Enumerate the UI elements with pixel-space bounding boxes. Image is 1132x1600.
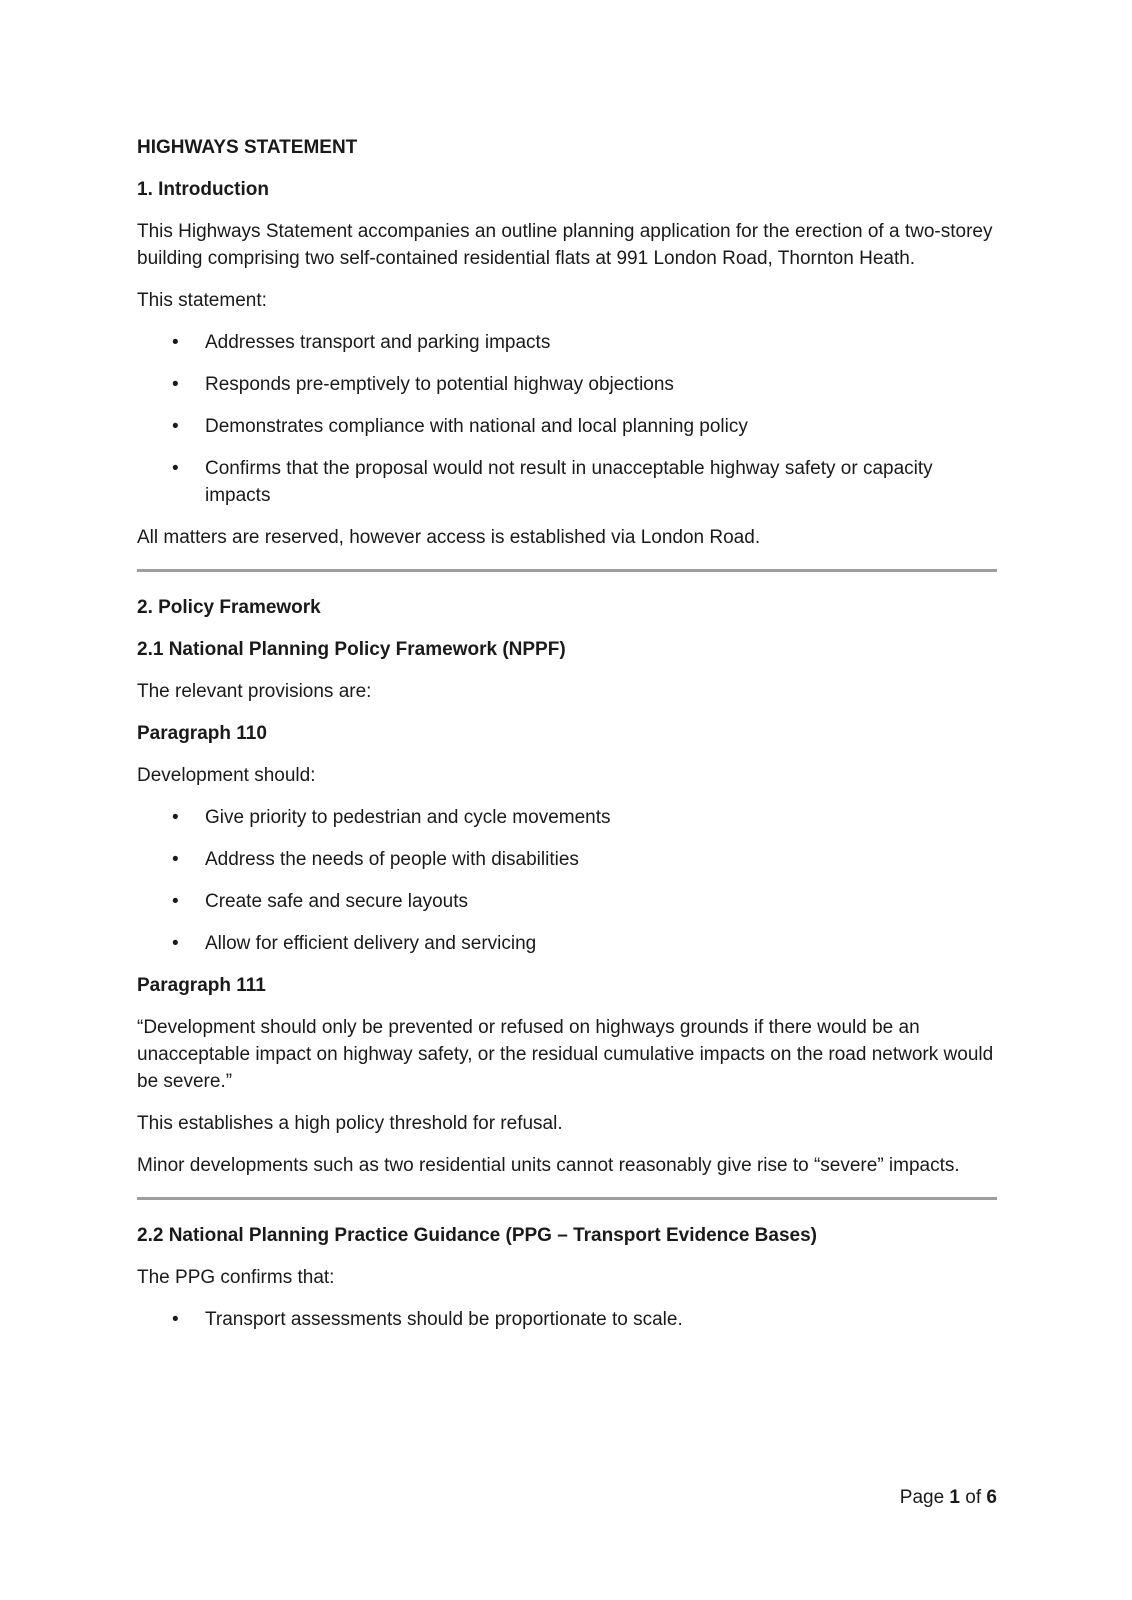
ppg-heading: 2.2 National Planning Practice Guidance (PPG – Transport Evidence Bases) xyxy=(137,1225,818,1246)
section-divider xyxy=(137,1197,997,1200)
list-item: • Confirms that the proposal would not result in unacceptable highway safety or capacity impacts xyxy=(137,455,997,509)
page-total: 6 xyxy=(986,1487,997,1508)
page-footer xyxy=(900,1484,997,1511)
nppf-heading: 2.1 National Planning Policy Framework (NPPF) xyxy=(137,639,566,660)
document-page xyxy=(137,134,997,1348)
relevant-provisions-text: The relevant provisions are: xyxy=(137,681,372,702)
list-item: • Transport assessments should be proportionate to scale. xyxy=(137,1306,997,1333)
statement-bullet-list xyxy=(137,329,997,509)
development-should-text: Development should: xyxy=(137,765,316,786)
paragraph-110-heading: Paragraph 110 xyxy=(137,723,267,744)
page-label: Page xyxy=(899,1487,945,1508)
ppg-intro-text: The PPG confirms that: xyxy=(137,1267,335,1288)
matters-reserved-paragraph: All matters are reserved, however access is established via London Road. xyxy=(137,527,761,548)
list-item: • Demonstrates compliance with national and local planning policy xyxy=(137,413,997,440)
list-item: • Give priority to pedestrian and cycle movements xyxy=(137,804,997,831)
minor-developments-text: Minor developments such as two residential units cannot reasonably give rise to “severe” impacts. xyxy=(137,1155,960,1176)
list-item: • Create safe and secure layouts xyxy=(137,888,997,915)
of-label: of xyxy=(965,1487,982,1508)
list-item: • Addresses transport and parking impacts xyxy=(137,329,997,356)
statement-intro: This statement: xyxy=(137,290,267,311)
list-item: • Allow for efficient delivery and servicing xyxy=(137,930,997,957)
intro-heading: 1. Introduction xyxy=(137,179,269,200)
page-number: 1 xyxy=(949,1487,960,1508)
section-divider xyxy=(137,569,997,572)
policy-heading: 2. Policy Framework xyxy=(137,597,321,618)
paragraph-110-bullet-list xyxy=(137,804,997,957)
list-item: • Address the needs of people with disabilities xyxy=(137,846,997,873)
paragraph-111-heading: Paragraph 111 xyxy=(137,975,266,996)
document-title: HIGHWAYS STATEMENT xyxy=(137,137,358,158)
intro-paragraph: This Highways Statement accompanies an outline planning application for the erection of a two-storey building comprising two self-contained residential flats at 991 London Road, Thornton Heath. xyxy=(137,221,993,269)
paragraph-111-quote: “Development should only be prevented or refused on highways grounds if there would be an unacceptable impact on highway safety, or the residual cumulative impacts on the road network would be severe.” xyxy=(137,1017,994,1092)
ppg-bullet-list xyxy=(137,1306,997,1333)
threshold-text: This establishes a high policy threshold for refusal. xyxy=(137,1113,563,1134)
list-item: • Responds pre-emptively to potential highway objections xyxy=(137,371,997,398)
